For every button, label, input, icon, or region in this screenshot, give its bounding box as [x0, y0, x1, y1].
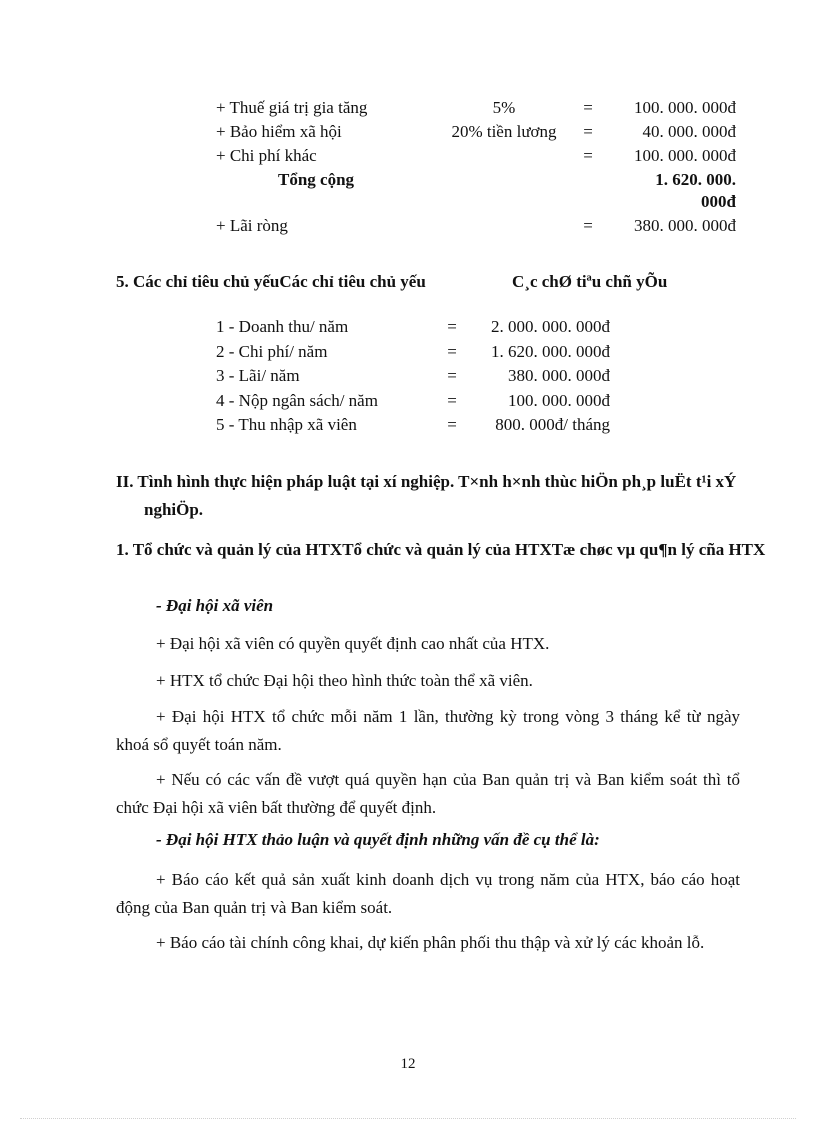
indicator-label: 2 - Chi phí/ năm: [216, 341, 328, 361]
cost-amount: 100. 000. 000đ: [634, 98, 736, 117]
cost-rate: 5%: [492, 98, 516, 117]
discussion-item: + Báo cáo kết quả sản xuất kinh doanh dịch vụ trong năm của HTX, báo cáo hoạt động của Ban quản trị và Ban kiểm soát.: [116, 870, 740, 917]
cost-amount: 100. 000. 000đ: [634, 146, 736, 165]
equals-sign: =: [447, 415, 457, 434]
congress-heading: - Đại hội xã viên: [156, 596, 274, 615]
discussion-item: + Báo cáo tài chính công khai, dự kiến phân phối thu thập và xử lý các khoản lỗ.: [156, 933, 705, 952]
total-row: [216, 168, 736, 214]
section-ii-1-heading: 1. Tổ chức và quản lý của HTXTổ chức và quản lý của HTXTæ chøc vµ qu¶n lý cña HTX: [116, 540, 766, 559]
indicator-label: 1 - Doanh thu/ năm: [216, 317, 349, 336]
cost-table: [216, 96, 736, 238]
equals-sign: =: [447, 341, 457, 361]
indicator-amount: 100. 000. 000đ: [508, 390, 610, 410]
cost-label: + Chi phí khác: [216, 146, 317, 165]
cost-row-other: [216, 144, 736, 168]
total-amount: 1. 620. 000. 000đ: [655, 170, 736, 211]
total-label: Tổng cộng: [278, 170, 355, 189]
indicator-label: 4 - Nộp ngân sách/ năm: [216, 390, 378, 410]
equals-sign: =: [447, 390, 457, 410]
indicators-table: [216, 315, 616, 438]
cost-label: + Thuế giá trị gia tăng: [216, 98, 368, 117]
net-profit-label: + Lãi ròng: [216, 216, 288, 235]
indicator-amount: 1. 620. 000. 000đ: [491, 341, 610, 361]
footer-divider: [20, 1118, 796, 1119]
discussion-heading: - Đại hội HTX thảo luận và quyết định những vấn đề cụ thể là:: [156, 830, 600, 849]
net-profit-row: [216, 214, 736, 238]
indicator-amount: 800. 000đ/ tháng: [495, 415, 610, 434]
equals-sign: =: [583, 146, 593, 165]
section-ii-heading: II. Tình hình thực hiện pháp luật tại xí nghiệp. T×nh h×nh thùc hiÖn ph¸p luËt t¹i xÝ nghiÖp.: [116, 472, 737, 519]
indicator-row: [216, 389, 616, 414]
net-profit-amount: 380. 000. 000đ: [634, 216, 736, 235]
cost-row-social-insurance: [216, 120, 736, 144]
indicator-amount: 2. 000. 000. 000đ: [491, 317, 610, 336]
cost-amount: 40. 000. 000đ: [642, 122, 736, 141]
section-5-heading: [116, 272, 668, 292]
congress-item: + Đại hội HTX tổ chức mỗi năm 1 lần, thường kỳ trong vòng 3 tháng kể từ ngày khoá sổ quyết toán năm.: [116, 707, 740, 754]
equals-sign: =: [447, 317, 457, 336]
cost-label: + Bảo hiểm xã hội: [216, 122, 342, 141]
congress-item: + Nếu có các vấn đề vượt quá quyền hạn của Ban quản trị và Ban kiểm soát thì tổ chức Đại hội xã viên bất thường để quyết định.: [116, 770, 740, 817]
page-number: 12: [400, 1056, 416, 1072]
cost-rate: 20% tiền lương: [451, 122, 557, 141]
indicator-row: [216, 364, 616, 389]
indicator-label: 5 - Thu nhập xã viên: [216, 415, 357, 434]
cost-row-vat: [216, 96, 736, 120]
section-5-title: 5. Các chỉ tiêu chủ yếuCác chỉ tiêu chủ yếu: [116, 272, 426, 291]
equals-sign: =: [583, 216, 593, 235]
indicator-row: [216, 315, 616, 340]
equals-sign: =: [583, 122, 593, 141]
congress-item: + Đại hội xã viên có quyền quyết định cao nhất của HTX.: [156, 634, 550, 653]
indicator-row: [216, 340, 616, 365]
indicator-row: [216, 413, 616, 438]
section-5-garbled-title: C¸c chØ tiªu chñ yÕu: [512, 272, 668, 291]
indicator-amount: 380. 000. 000đ: [508, 366, 610, 385]
equals-sign: =: [583, 98, 593, 117]
indicator-label: 3 - Lãi/ năm: [216, 366, 300, 385]
congress-item: + HTX tổ chức Đại hội theo hình thức toàn thể xã viên.: [156, 671, 533, 690]
equals-sign: =: [447, 366, 457, 385]
